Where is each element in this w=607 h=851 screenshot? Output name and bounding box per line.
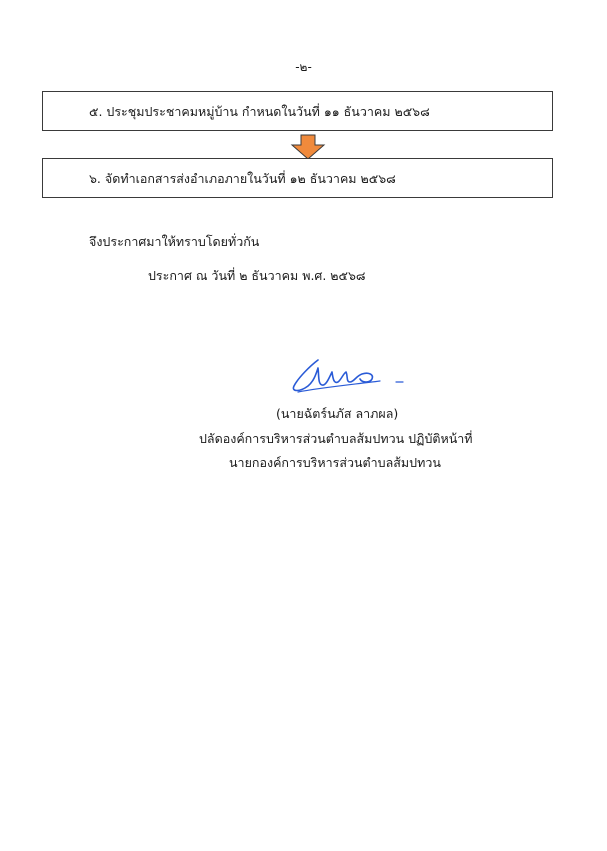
signatory-name: (นายฉัตร์นภัส ลาภผล)	[276, 406, 399, 421]
step-box-5	[42, 91, 553, 131]
page-number: -๒-	[295, 60, 312, 74]
step-5-text: ๕. ประชุมประชาคมหมู่บ้าน กำหนดในวันที่ ๑๑ ธันวาคม ๒๕๖๘	[89, 104, 430, 119]
closing-statement: จึงประกาศมาให้ทราบโดยทั่วกัน	[89, 234, 260, 249]
down-arrow-icon	[290, 134, 326, 160]
step-6-text: ๖. จัดทำเอกสารส่งอำเภอภายในวันที่ ๑๒ ธันวาคม ๒๕๖๘	[89, 171, 396, 186]
signatory-position-line1: ปลัดองค์การบริหารส่วนตำบลส้มปทวน ปฏิบัติหน้าที่	[199, 431, 473, 446]
step-box-6	[42, 158, 553, 198]
announcement-date: ประกาศ ณ วันที่ ๒ ธันวาคม พ.ศ. ๒๕๖๘	[148, 268, 366, 283]
signatory-position-line2: นายกองค์การบริหารส่วนตำบลส้มปทวน	[229, 455, 441, 470]
handwritten-signature	[288, 352, 408, 396]
